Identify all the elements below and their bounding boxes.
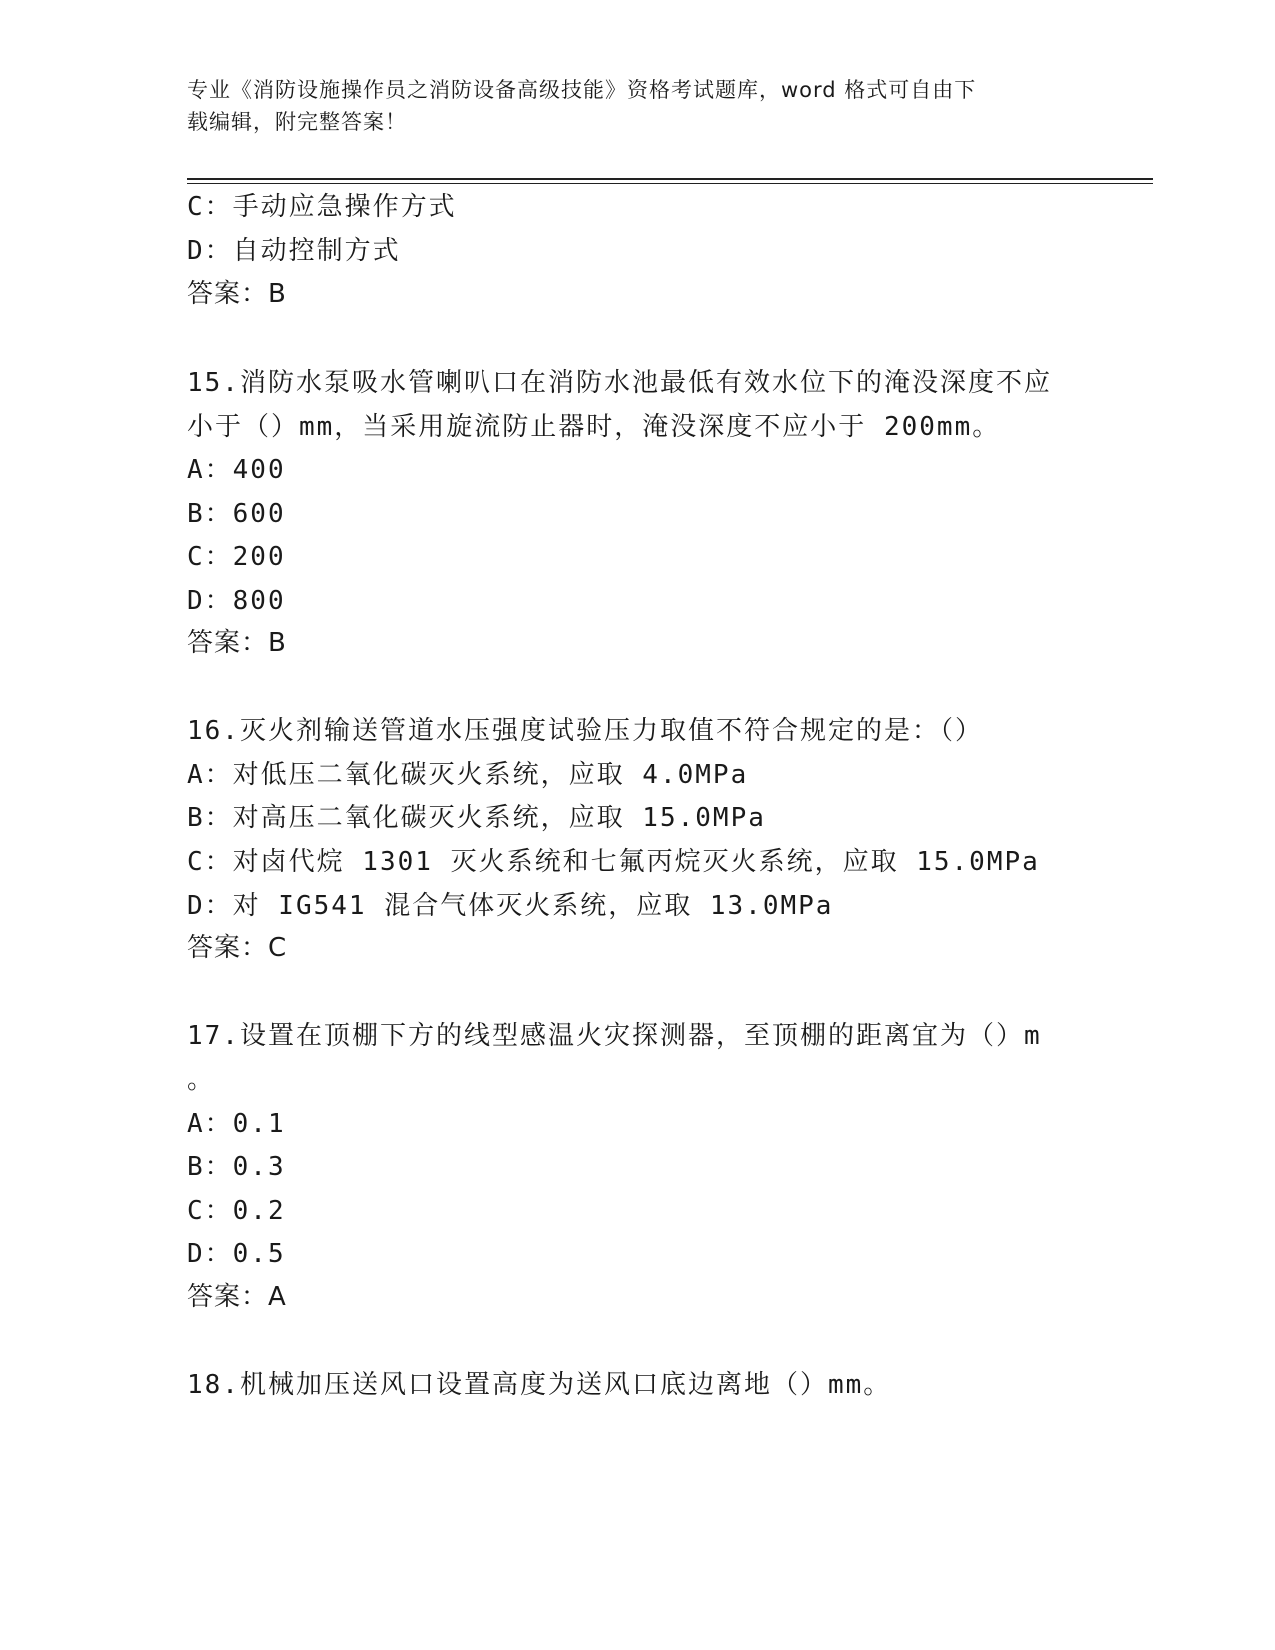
q15-stem-line-1: 15.消防水泵吸水管喇叭口在消防水池最低有效水位下的淹没深度不应 bbox=[187, 368, 1052, 398]
header-line-1: 专业《消防设施操作员之消防设备高级技能》资格考试题库，word 格式可自由下 bbox=[187, 78, 977, 102]
q17-stem-line-1: 17.设置在顶棚下方的线型感温火灾探测器，至顶棚的距离宜为（）m bbox=[187, 1021, 1042, 1051]
header-divider-thick bbox=[187, 178, 1153, 180]
q18-stem-line-1: 18.机械加压送风口设置高度为送风口底边离地（）mm。 bbox=[187, 1370, 892, 1400]
q16-answer: 答案：C bbox=[187, 933, 288, 963]
q17-answer: 答案：A bbox=[187, 1282, 287, 1312]
prev-answer: 答案：B bbox=[187, 279, 287, 309]
q15-option-c: C：200 bbox=[187, 542, 286, 572]
q15-option-b: B：600 bbox=[187, 499, 286, 529]
prev-option-d: D：自动控制方式 bbox=[187, 236, 401, 266]
q15-answer: 答案：B bbox=[187, 628, 287, 658]
prev-option-c: C：手动应急操作方式 bbox=[187, 192, 457, 222]
q17-option-b: B：0.3 bbox=[187, 1152, 286, 1182]
header-divider-thin bbox=[187, 183, 1153, 184]
q17-option-a: A：0.1 bbox=[187, 1109, 286, 1139]
q15-option-d: D：800 bbox=[187, 586, 286, 616]
q17-option-d: D：0.5 bbox=[187, 1239, 286, 1269]
q15-option-a: A：400 bbox=[187, 455, 286, 485]
q16-option-b: B：对高压二氧化碳灭火系统，应取 15.0MPa bbox=[187, 803, 766, 833]
q16-option-d: D：对 IG541 混合气体灭火系统，应取 13.0MPa bbox=[187, 891, 834, 921]
q16-option-c: C：对卤代烷 1301 灭火系统和七氟丙烷灭火系统，应取 15.0MPa bbox=[187, 847, 1040, 877]
q16-stem-line-1: 16.灭火剂输送管道水压强度试验压力取值不符合规定的是：（） bbox=[187, 716, 983, 746]
q17-option-c: C：0.2 bbox=[187, 1196, 286, 1226]
document-header bbox=[187, 74, 1067, 138]
q16-option-a: A：对低压二氧化碳灭火系统，应取 4.0MPa bbox=[187, 760, 749, 790]
header-line-2: 载编辑，附完整答案！ bbox=[187, 110, 407, 134]
q17-stem-line-2: 。 bbox=[187, 1065, 216, 1095]
q15-stem-line-2: 小于（）mm，当采用旋流防止器时，淹没深度不应小于 200mm。 bbox=[187, 412, 1001, 442]
